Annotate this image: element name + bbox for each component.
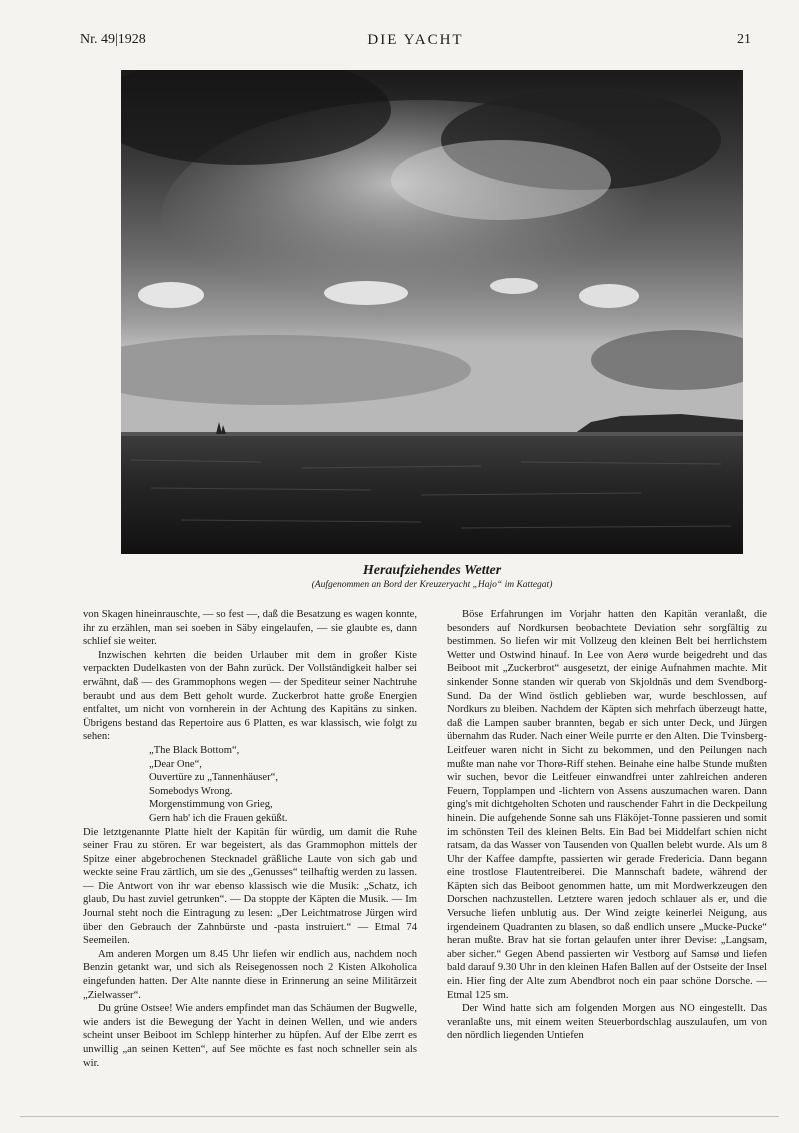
photo-caption-title: Heraufziehendes Wetter [362, 563, 502, 578]
paragraph: von Skagen hineinrauschte, — so fest —, daß die Besatzung es wagen konnte, ihr zu erzählen, man sei soeben in Säby eingelaufen, — sie glaubte es, dann schlief sie weiter. [83, 609, 417, 648]
record-item: „The Black Bottom“, [149, 744, 240, 756]
page-number: 21 [737, 32, 751, 47]
record-list [83, 744, 417, 826]
page-bottom-edge [20, 1116, 779, 1117]
paragraph: Am anderen Morgen um 8.45 Uhr liefen wir endlich aus, nachdem noch Benzin getankt war, und sich als Reisegenossen noch 2 Kisten Alkoholica eingefunden hatten. Der Alte nannte diese in Erinnerung an seine Militärzeit „Zielwasser“. [83, 948, 417, 1001]
page-header [80, 32, 751, 54]
paragraph: Inzwischen kehrten die beiden Urlauber mit dem in großer Kiste verpackten Dudelkasten von der Bahn zurück. Der Vollständigkeit halber sei erwähnt, daß — des Grammophons wegen — der Spediteur seiner Nachtruhe beraubt und aus dem Bett geholt wurde. Zuckerbrot hatte große Energien entfaltet, um nicht von vornherein in der Achtung des Kapitäns zu sinken. Übrigens bestand das Repertoire aus 6 Platten, es war klassisch, wie folgt zu sehen: [83, 649, 417, 743]
issue-number: Nr. 49|1928 [80, 32, 146, 47]
photo-illustration [121, 70, 743, 554]
paragraph: Der Wind hatte sich am folgenden Morgen aus NO eingestellt. Das veranlaßte uns, mit einem weiten Steuerbordschlag auszulaufen, um von den nördlich liegenden Untiefen [447, 1003, 767, 1042]
record-item: „Dear One“, [149, 758, 202, 770]
record-item: Ouvertüre zu „Tannenhäuser“, [149, 772, 278, 784]
paragraph: Die letztgenannte Platte hielt der Kapitän für würdig, um damit die Ruhe seiner Frau zu stören. Er war begeistert, als das Grammophon mittels der Spitze einer abgebrochenen Stecknadel gräßliche Laute von sich gab und weckte seine Frau zärtlich, um sie des „Genusses“ teilhaftig werden zu lassen. — Die Antwort von ihr war ebenso klassisch wie die Musik: „Schatz, ich glaub, Du hast zuviel getrunken“. — Da stoppte der Käpten die Musik. — Im Journal steht noch die Eintragung zu lesen: „Der Leichtmatrose Jürgen wird über den Gebrauch der Zahnbürste und -pasta instruiert.“ — Etmal 74 Seemeilen. [83, 826, 417, 947]
paragraph: Du grüne Ostsee! Wie anders empfindet man das Schäumen der Bugwelle, wie anders ist die Bewegung der Yacht in deinen Wellen, und wie anders scheint unser Beiboot im Schlepp hinterher zu hüpfen. Auf der Elbe zerrt es unwillig „an seinen Ketten“, auf See möchte es fast noch schneller sein als wir. [83, 1003, 417, 1069]
magazine-title: DIE YACHT [367, 32, 464, 48]
paragraph: Böse Erfahrungen im Vorjahr hatten den Kapitän veranlaßt, die besonders auf Nordkursen beobachtete Deviation sehr sorgfältig zu bestimmen. So liefen wir mit Vollzeug den kleinen Belt bei herrlichstem Wetter und Ostwind hinauf. In Lee von Aerø wurde beigedreht und das Beiboot mit „Zuckerbrot“ ausgesetzt, der einige Aufnahmen machte. Mit sinkender Sonne standen wir querab von Skjoldnäs und dem Svendborg-Sund. Da der Wind östlich geblieben war, wurde beschlossen, auf Nordkurs zu bleiben. Nachdem der Käpten sich mehrfach überzeugt hatte, daß die Lampen sauber brannten, begab er sich unter Deck, und Jürgen übernahm das Ruder. Nach einer Weile purrte er den Alten. Die Tvinsberg-Leitfeuer waren nicht in Sicht zu bekommen, und den Peilungen nach mußte man nahe vor Thorø-Riff stehen. Beinahe eine halbe Stunde mußten wir suchen, bevor die Leitfeuer einwandfrei unter zahlreichen anderen Feuern, Topplampen und -lichtern von Assens auszumachen waren. Dann ging's mit dichtgeholten Schoten und rauschender Fahrt in die Deckpeilung hinein. Die aufgehende Sonne sah uns Fläköjet-Tonne passieren und somit im schönsten Teil des kleinen Belts. Ein Bad bei Middelfart schien nicht ratsam, da das Wasser von Tausenden von Quallen belebt wurde. Als um 8 Uhr der Kaffee dampfte, passierten wir gerade Fredericia. Dann begann eine trostlose Flautentreiberei. Die Mannschaft badete, während der Käpten sich das Beiboot genommen hatte, um mit Mordwerkzeugen den Dorschen nachzustellen. Letztere waren jedoch schlauer als er, und die Versuche liefen unblutig aus. Der Wind zeigte keinerlei Neigung, aus irgendeinem Quadranten zu blasen, so daß endlich unsere „Mucke-Pucke“ heran mußte. Brav hat sie fortan gelaufen unter ihrer Devise: „Langsam, aber sicher.“ Gegen Abend passierten wir Vestborg auf Samsø und liefen bald darauf 9.30 Uhr in den kleinen Hafen Ballen auf der Ostseite der Insel ein. Hier fing der Alte zum Abendbrot noch ein paar schöne Dorsche. — Etmal 125 sm. [447, 609, 767, 1001]
seascape-photo [121, 70, 743, 554]
right-text-column [447, 608, 767, 1043]
record-item: Morgenstimmung von Grieg, [149, 799, 273, 811]
record-item: Somebodys Wrong. [149, 785, 233, 797]
photo-caption-subtitle: (Aufgenommen an Bord der Kreuzeryacht „Hajo“ im Kattegat) [311, 580, 553, 590]
left-text-column [83, 608, 417, 1070]
record-item: Gern hab' ich die Frauen geküßt. [149, 812, 288, 824]
